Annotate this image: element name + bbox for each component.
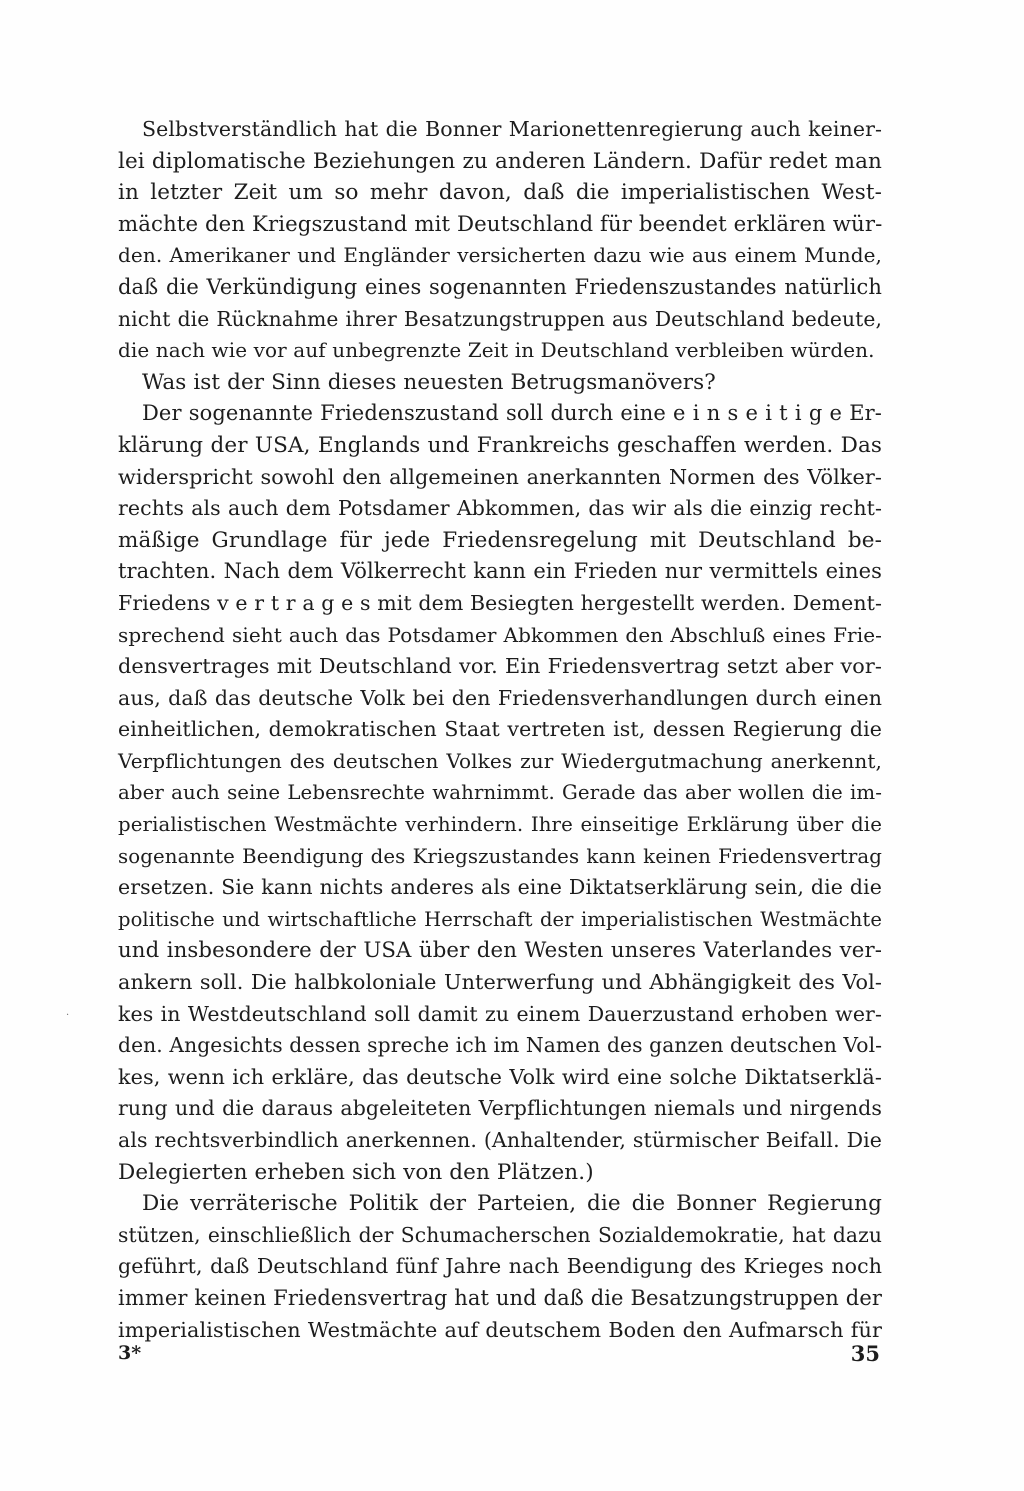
text-line: Delegierten erheben sich von den Plätzen.) bbox=[118, 1159, 594, 1185]
text-line: daß die Verkündigung eines sogenannten Friedenszustandes natürlich bbox=[118, 274, 882, 299]
text-line: imperialistischen Westmächte auf deutschem Boden den Aufmarsch für bbox=[118, 1317, 882, 1342]
text-line: einheitlichen, demokratischen Staat vertreten ist, dessen Regierung die bbox=[118, 717, 882, 742]
text-line: Was ist der Sinn dieses neuesten Betrugsmanövers? bbox=[142, 369, 716, 395]
text-line: rung und die daraus abgeleiteten Verpflichtungen niemals und nirgends bbox=[118, 1096, 882, 1121]
page-number: 35 bbox=[850, 1341, 880, 1366]
text-line: politische und wirtschaftliche Herrschaft der imperialistischen Westmächte bbox=[118, 907, 882, 931]
text-line: densvertrages mit Deutschland vor. Ein Friedensvertrag setzt aber vor- bbox=[118, 654, 882, 679]
text-line: trachten. Nach dem Völkerrecht kann ein Frieden nur vermittels eines bbox=[118, 559, 882, 584]
text-line: ersetzen. Sie kann nichts anderes als eine Diktatserklärung sein, die die bbox=[118, 875, 882, 900]
text-line: immer keinen Friedensvertrag hat und daß die Besatzungstruppen der bbox=[118, 1285, 882, 1310]
margin-speck: · bbox=[66, 1010, 70, 1021]
text-line: die nach wie vor auf unbegrenzte Zeit in Deutschland verbleiben würden. bbox=[118, 338, 875, 363]
text-line: den. Amerikaner und Engländer versicherten dazu wie aus einem Munde, bbox=[118, 243, 882, 268]
text-line: aber auch seine Lebensrechte wahrnimmt. Gerade das aber wollen die im- bbox=[118, 781, 882, 805]
text-line: und insbesondere der USA über den Westen unseres Vaterlandes ver- bbox=[118, 938, 882, 964]
text-line: aus, daß das deutsche Volk bei den Friedensverhandlungen durch einen bbox=[118, 685, 882, 710]
text-line: perialistischen Westmächte verhindern. Ihre einseitige Erklärung über die bbox=[118, 813, 882, 837]
text-line: Die verräterische Politik der Parteien, die die Bonner Regierung bbox=[142, 1191, 882, 1217]
text-line: Der sogenannte Friedenszustand soll durch eine e i n s e i t i g e Er- bbox=[142, 401, 882, 426]
text-line: Selbstverständlich hat die Bonner Marionettenregierung auch keiner- bbox=[142, 117, 882, 141]
signature-mark: 3* bbox=[118, 1342, 142, 1364]
text-line: in letzter Zeit um so mehr davon, daß die imperialistischen West- bbox=[118, 180, 882, 206]
text-line: widerspricht sowohl den allgemeinen anerkannten Normen des Völker- bbox=[118, 464, 882, 489]
text-line: lei diplomatische Beziehungen zu anderen Ländern. Dafür redet man bbox=[118, 148, 882, 174]
text-line: rechts als auch dem Potsdamer Abkommen, das wir als die einzig recht- bbox=[118, 496, 882, 521]
text-line: klärung der USA, Englands und Frankreichs geschaffen werden. Das bbox=[118, 432, 882, 458]
text-line: mächte den Kriegszustand mit Deutschland für beendet erklären wür- bbox=[118, 211, 883, 237]
text-line: geführt, daß Deutschland fünf Jahre nach Beendigung des Krieges noch bbox=[118, 1254, 882, 1279]
text-line: den. Angesichts dessen spreche ich im Namen des ganzen deutschen Vol- bbox=[118, 1033, 883, 1058]
text-line: als rechtsverbindlich anerkennen. (Anhaltender, stürmischer Beifall. Die bbox=[118, 1128, 882, 1152]
text-line: sprechend sieht auch das Potsdamer Abkommen den Abschluß eines Frie- bbox=[118, 622, 882, 647]
text-line: Verpflichtungen des deutschen Volkes zur Wiedergutmachung anerkennt, bbox=[118, 748, 882, 773]
text-line: sogenannte Beendigung des Kriegszustandes kann keinen Friedensvertrag bbox=[118, 844, 882, 868]
text-line: kes, wenn ich erkläre, das deutsche Volk wird eine solche Diktatserklä- bbox=[118, 1064, 882, 1089]
body-text bbox=[118, 114, 882, 1346]
text-line: nicht die Rücknahme ihrer Besatzungstruppen aus Deutschland bedeute, bbox=[118, 306, 882, 331]
text-line: kes in Westdeutschland soll damit zu einem Dauerzustand erhoben wer- bbox=[118, 1001, 882, 1026]
text-line: mäßige Grundlage für jede Friedensregelung mit Deutschland be- bbox=[118, 527, 882, 553]
text-line: ankern soll. Die halbkoloniale Unterwerfung und Abhängigkeit des Vol- bbox=[118, 970, 882, 995]
text-line: stützen, einschließlich der Schumacherschen Sozialdemokratie, hat dazu bbox=[118, 1222, 882, 1247]
text-line: Friedens v e r t r a g e s mit dem Besiegten hergestellt werden. Dement- bbox=[118, 590, 882, 615]
